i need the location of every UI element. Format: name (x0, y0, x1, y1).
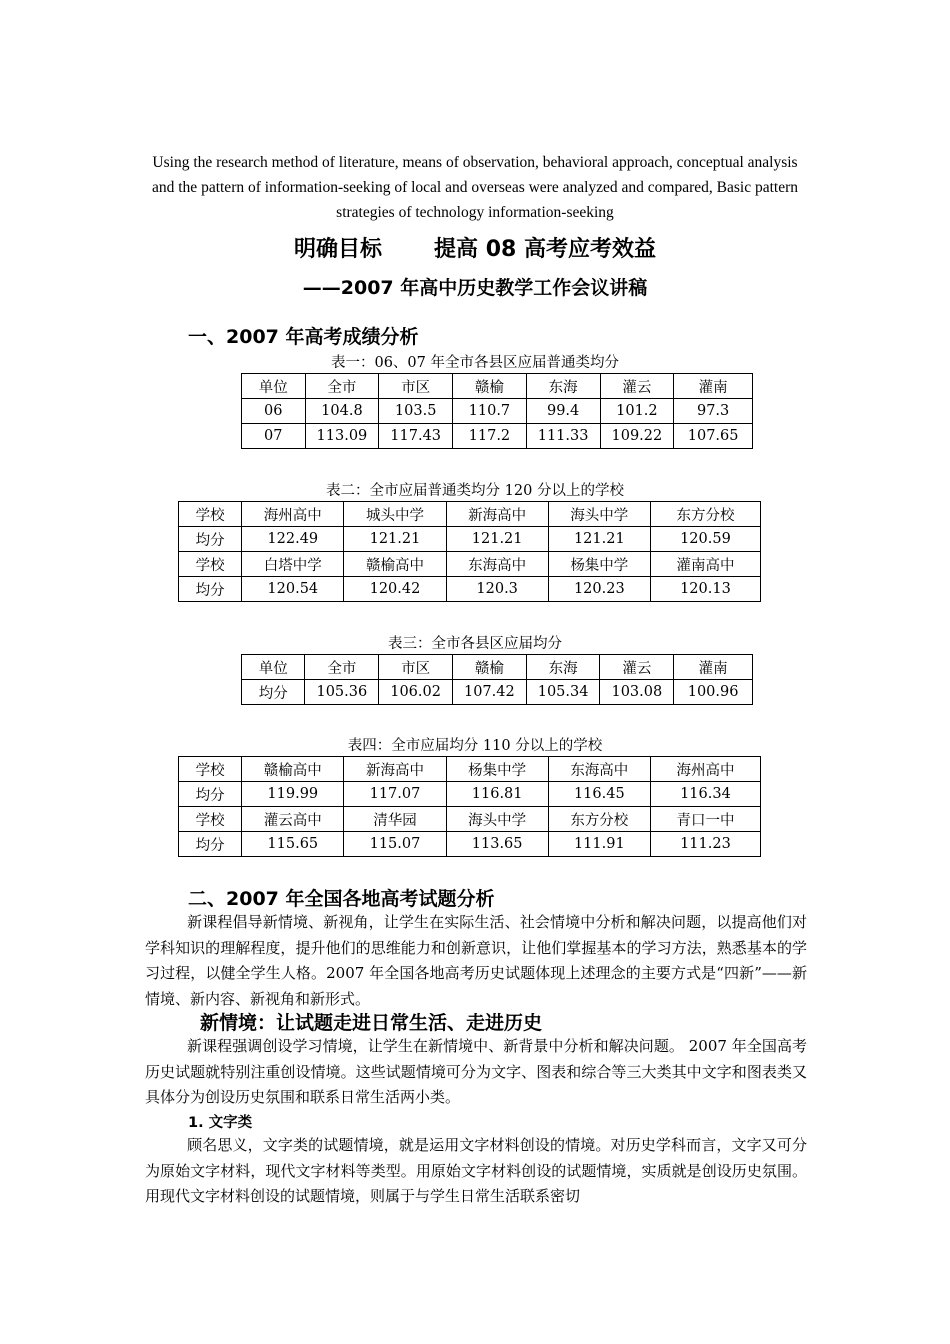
table-row (179, 782, 761, 807)
table-cell: 赣榆高中 (344, 552, 446, 577)
table-cell: 111.23 (650, 832, 760, 857)
table-cell: 113.65 (446, 832, 548, 857)
table-cell: 120.23 (548, 577, 650, 602)
table-cell: 103.08 (600, 680, 674, 705)
table-cell: 120.59 (650, 527, 760, 552)
table-row (179, 577, 761, 602)
table-cell: 121.21 (548, 527, 650, 552)
table-cell: 117.43 (379, 424, 453, 449)
table-cell: 119.99 (242, 782, 344, 807)
table-cell: 城头中学 (344, 502, 446, 527)
table-cell: 赣榆高中 (242, 757, 344, 782)
table-cell: 100.96 (674, 680, 753, 705)
table-row (179, 757, 761, 782)
table3-caption: 表三：全市各县区应届均分 (388, 636, 562, 652)
table-cell: 赣榆 (453, 374, 527, 399)
table-cell: 灌南 (674, 374, 753, 399)
table-cell: 学校 (179, 807, 242, 832)
section-heading-1: 一、2007 年高考成绩分析 (188, 326, 419, 348)
paragraph-3 (145, 1133, 807, 1210)
table-cell: 东海 (526, 374, 600, 399)
table-cell: 学校 (179, 757, 242, 782)
page-title (0, 232, 950, 263)
table-cell: 109.22 (600, 424, 674, 449)
table-cell: 均分 (179, 832, 242, 857)
table-cell: 121.21 (446, 527, 548, 552)
table-cell: 学校 (179, 502, 242, 527)
table3 (241, 654, 753, 705)
table-cell: 07 (242, 424, 306, 449)
table-cell: 115.65 (242, 832, 344, 857)
table-cell: 市区 (379, 655, 453, 680)
table-cell: 赣榆 (452, 655, 526, 680)
section-heading-2: 二、2007 年全国各地高考试题分析 (188, 888, 495, 910)
table-cell: 106.02 (379, 680, 453, 705)
table-cell: 97.3 (674, 399, 753, 424)
table-cell: 灌南高中 (650, 552, 760, 577)
table2-caption: 表二：全市应届普通类均分 120 分以上的学校 (326, 483, 624, 499)
table-cell: 均分 (179, 782, 242, 807)
table-row (242, 424, 753, 449)
table-cell: 东方分校 (650, 502, 760, 527)
table-cell: 东海 (526, 655, 600, 680)
table-cell: 120.54 (242, 577, 344, 602)
table-cell: 99.4 (526, 399, 600, 424)
paragraph-1-text: 新课程倡导新情境、新视角，让学生在实际生活、社会情境中分析和解决问题，以提高他们对学科知识的理解程度，提升他们的思维能力和创新意识，让他们掌握基本的学习方法，熟悉基本的学习过程，以健全学生人格。2007 年全国各地高考历史试题体现上述理念的主要方式是“四新”——新情境、新内容、新视角和新形式。 (145, 913, 807, 1008)
table-cell: 海州高中 (242, 502, 344, 527)
table-cell: 121.21 (344, 527, 446, 552)
table-cell: 新海高中 (446, 502, 548, 527)
table-cell: 103.5 (379, 399, 453, 424)
table-row (179, 502, 761, 527)
table-cell: 灌云 (600, 655, 674, 680)
table-row (242, 680, 753, 705)
table-row (179, 832, 761, 857)
table-cell: 120.3 (446, 577, 548, 602)
table-cell: 06 (242, 399, 306, 424)
table-cell: 东方分校 (548, 807, 650, 832)
table-header-row (242, 374, 753, 399)
table-cell: 117.07 (344, 782, 446, 807)
table-cell: 杨集中学 (548, 552, 650, 577)
table4 (178, 756, 761, 857)
table-header-row (242, 655, 753, 680)
table-cell: 清华园 (344, 807, 446, 832)
table-cell: 104.8 (305, 399, 379, 424)
title-right: 提高 08 高考应考效益 (434, 237, 656, 262)
table-row (242, 399, 753, 424)
table2 (178, 501, 761, 602)
table-cell: 116.45 (548, 782, 650, 807)
table-cell: 101.2 (600, 399, 674, 424)
table-cell: 122.49 (242, 527, 344, 552)
table-cell: 学校 (179, 552, 242, 577)
paragraph-2 (145, 1034, 807, 1111)
table-cell: 均分 (179, 527, 242, 552)
table-cell: 107.42 (452, 680, 526, 705)
table-cell: 海头中学 (446, 807, 548, 832)
table-row (179, 552, 761, 577)
table1 (241, 373, 753, 449)
subheading: 新情境：让试题走进日常生活、走进历史 (200, 1012, 543, 1034)
table-cell: 116.81 (446, 782, 548, 807)
table-cell: 东海高中 (446, 552, 548, 577)
table-row (179, 527, 761, 552)
table-cell: 市区 (379, 374, 453, 399)
table-row (179, 807, 761, 832)
table-cell: 东海高中 (548, 757, 650, 782)
intro-paragraph: Using the research method of literature, means of observation, behavioral approach, conceptual analysis and the pattern of information-seeking of local and overseas were analyzed and compared, Basic pattern strategies of technology information-seeking (152, 154, 798, 221)
subsection-heading: 1. 文字类 (188, 1115, 253, 1131)
table-cell: 全市 (305, 374, 379, 399)
title-left: 明确目标 (294, 237, 383, 262)
table-cell: 海州高中 (650, 757, 760, 782)
table-cell: 单位 (242, 655, 305, 680)
table-cell: 白塔中学 (242, 552, 344, 577)
table1-caption: 表一：06、07 年全市各县区应届普通类均分 (330, 355, 619, 371)
table-cell: 115.07 (344, 832, 446, 857)
table-cell: 120.13 (650, 577, 760, 602)
table-cell: 灌南 (674, 655, 753, 680)
table-cell: 111.33 (526, 424, 600, 449)
table-cell: 107.65 (674, 424, 753, 449)
paragraph-2-text: 新课程强调创设学习情境，让学生在新情境中、新背景中分析和解决问题。 2007 年全国高考历史试题就特别注重创设情境。这些试题情境可分为文字、图表和综合等三大类其中文字和图表类又具体分为创设历史氛围和联系日常生活两小类。 (145, 1037, 807, 1106)
table-cell: 杨集中学 (446, 757, 548, 782)
table-cell: 117.2 (453, 424, 527, 449)
table-cell: 111.91 (548, 832, 650, 857)
table-cell: 110.7 (453, 399, 527, 424)
table-cell: 单位 (242, 374, 306, 399)
table-cell: 青口一中 (650, 807, 760, 832)
table-cell: 灌云高中 (242, 807, 344, 832)
table-cell: 120.42 (344, 577, 446, 602)
table-cell: 灌云 (600, 374, 674, 399)
page-subtitle: ——2007 年高中历史教学工作会议讲稿 (302, 277, 648, 299)
table-cell: 新海高中 (344, 757, 446, 782)
table-cell: 105.36 (305, 680, 379, 705)
paragraph-3-text: 顾名思义，文字类的试题情境，就是运用文字材料创设的情境。对历史学科而言，文字又可分为原始文字材料，现代文字材料等类型。用原始文字材料创设的试题情境，实质就是创设历史氛围。用现代文字材料创设的试题情境，则属于与学生日常生活联系密切 (145, 1136, 807, 1205)
table-cell: 116.34 (650, 782, 760, 807)
table-cell: 全市 (305, 655, 379, 680)
table-cell: 均分 (242, 680, 305, 705)
table4-caption: 表四：全市应届均分 110 分以上的学校 (347, 738, 603, 754)
table-cell: 均分 (179, 577, 242, 602)
paragraph-1 (145, 910, 807, 1012)
table-cell: 105.34 (526, 680, 600, 705)
table-cell: 113.09 (305, 424, 379, 449)
table-cell: 海头中学 (548, 502, 650, 527)
